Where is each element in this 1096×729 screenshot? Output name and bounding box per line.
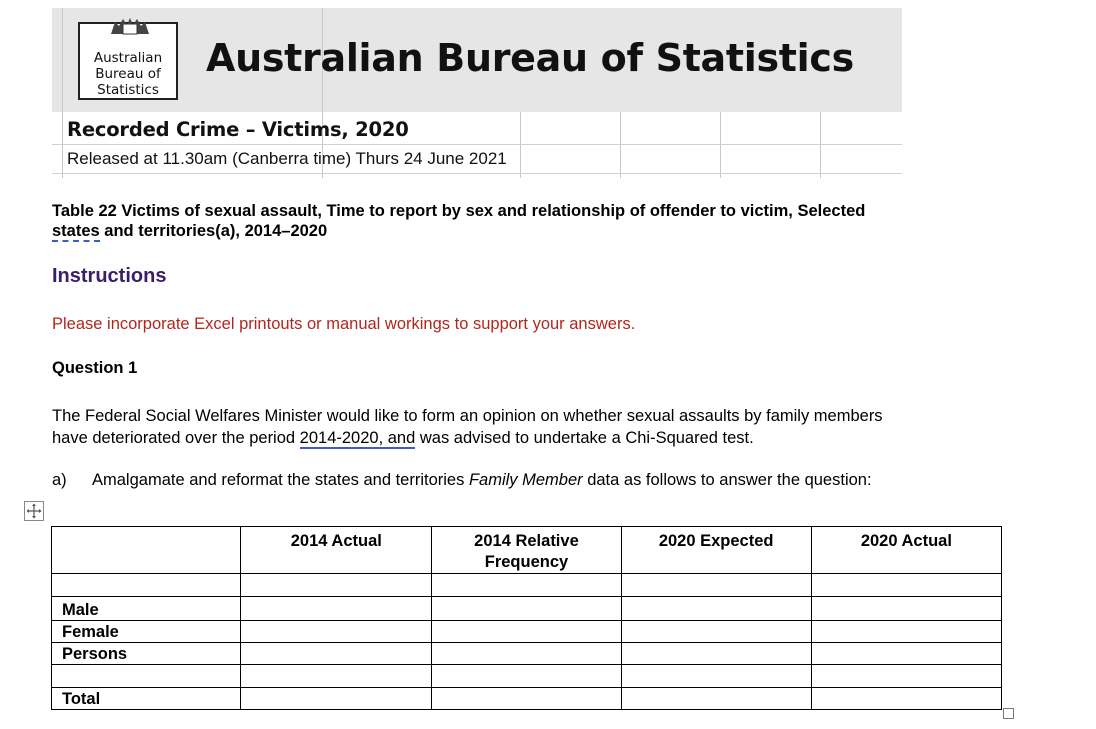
header-cell-blank[interactable] xyxy=(52,527,241,574)
instructions-heading: Instructions xyxy=(52,265,167,287)
table-cell[interactable] xyxy=(811,665,1001,688)
table-cell[interactable] xyxy=(432,665,621,688)
table-row xyxy=(52,643,1002,665)
part-a-italic: Family Member xyxy=(468,471,583,489)
release-note: Released at 11.30am (Canberra time) Thurs 24 June 2021 xyxy=(67,149,507,168)
table-cell[interactable] xyxy=(432,597,621,621)
table-cell[interactable] xyxy=(432,643,621,665)
question-paragraph xyxy=(52,405,883,449)
table-cell[interactable] xyxy=(811,688,1001,710)
abs-logo xyxy=(78,22,178,100)
table-row xyxy=(52,621,1002,643)
header-2014-relative-frequency[interactable] xyxy=(432,527,621,574)
table-cell[interactable] xyxy=(621,688,811,710)
table-cell[interactable] xyxy=(432,688,621,710)
table-cell[interactable] xyxy=(621,597,811,621)
row-label-total[interactable]: Total xyxy=(52,688,241,710)
header-subtitle: Recorded Crime – Victims, 2020 xyxy=(67,118,409,141)
row-label[interactable] xyxy=(52,574,241,597)
header-2020-actual[interactable]: 2020 Actual xyxy=(811,527,1001,574)
table-resize-handle[interactable] xyxy=(1003,708,1014,719)
table-move-handle[interactable] xyxy=(24,501,44,521)
table-cell[interactable] xyxy=(811,597,1001,621)
coat-of-arms-icon xyxy=(107,16,153,36)
abs-header-image xyxy=(52,8,902,178)
logo-line-2: Bureau of xyxy=(95,66,161,82)
table-header-row xyxy=(52,527,1002,574)
spellcheck-word: states xyxy=(52,222,100,240)
table-title-line-2-rest: and territories(a), 2014–2020 xyxy=(99,222,328,240)
table-cell[interactable] xyxy=(241,597,432,621)
question-line-1: The Federal Social Welfares Minister would like to form an opinion on whether sexual assaults by family members xyxy=(52,407,883,425)
table-title-line-1: Table 22 Victims of sexual assault, Time to report by sex and relationship of offender to victim, Selected xyxy=(52,202,866,220)
table-title xyxy=(52,201,865,241)
header-title: Australian Bureau of Statistics xyxy=(206,36,854,80)
part-a-text-1: Amalgamate and reformat the states and territories xyxy=(92,471,469,489)
part-a xyxy=(52,471,872,490)
row-label-persons[interactable]: Persons xyxy=(52,643,241,665)
table-cell[interactable] xyxy=(621,665,811,688)
header-2014-relative-frequency-text: 2014 Relative Frequency xyxy=(474,532,579,571)
part-a-label: a) xyxy=(52,471,67,489)
grammar-underline: 2014-2020, and xyxy=(299,429,416,447)
table-row xyxy=(52,597,1002,621)
logo-line-3: Statistics xyxy=(97,82,159,98)
table-cell[interactable] xyxy=(621,643,811,665)
table-cell[interactable] xyxy=(241,574,432,597)
table-cell[interactable] xyxy=(432,574,621,597)
table-cell[interactable] xyxy=(241,688,432,710)
question-line-2 xyxy=(52,427,883,449)
logo-line-1: Australian xyxy=(93,50,163,66)
table-cell[interactable] xyxy=(621,574,811,597)
question-line-2-c: was advised to undertake a Chi-Squared test. xyxy=(415,429,754,447)
row-label-male[interactable]: Male xyxy=(52,597,241,621)
row-label[interactable] xyxy=(52,665,241,688)
table-cell[interactable] xyxy=(811,643,1001,665)
table-cell[interactable] xyxy=(621,621,811,643)
part-a-text-2: data as follows to answer the question: xyxy=(582,471,872,489)
header-2020-expected[interactable]: 2020 Expected xyxy=(621,527,811,574)
question-heading: Question 1 xyxy=(52,359,138,377)
question-line-2-a: have deteriorated over the period xyxy=(52,429,300,447)
row-label-female[interactable]: Female xyxy=(52,621,241,643)
table-row xyxy=(52,688,1002,710)
table-cell[interactable] xyxy=(811,621,1001,643)
table-row xyxy=(52,665,1002,688)
table-cell[interactable] xyxy=(241,621,432,643)
table-title-line-2 xyxy=(52,221,865,241)
table-cell[interactable] xyxy=(811,574,1001,597)
answer-table[interactable] xyxy=(51,526,1002,710)
instructions-text: Please incorporate Excel printouts or manual workings to support your answers. xyxy=(52,315,636,333)
move-arrows-icon xyxy=(25,502,43,520)
table-cell[interactable] xyxy=(432,621,621,643)
table-cell[interactable] xyxy=(241,643,432,665)
header-2014-actual[interactable]: 2014 Actual xyxy=(241,527,432,574)
table-row xyxy=(52,574,1002,597)
table-cell[interactable] xyxy=(241,665,432,688)
